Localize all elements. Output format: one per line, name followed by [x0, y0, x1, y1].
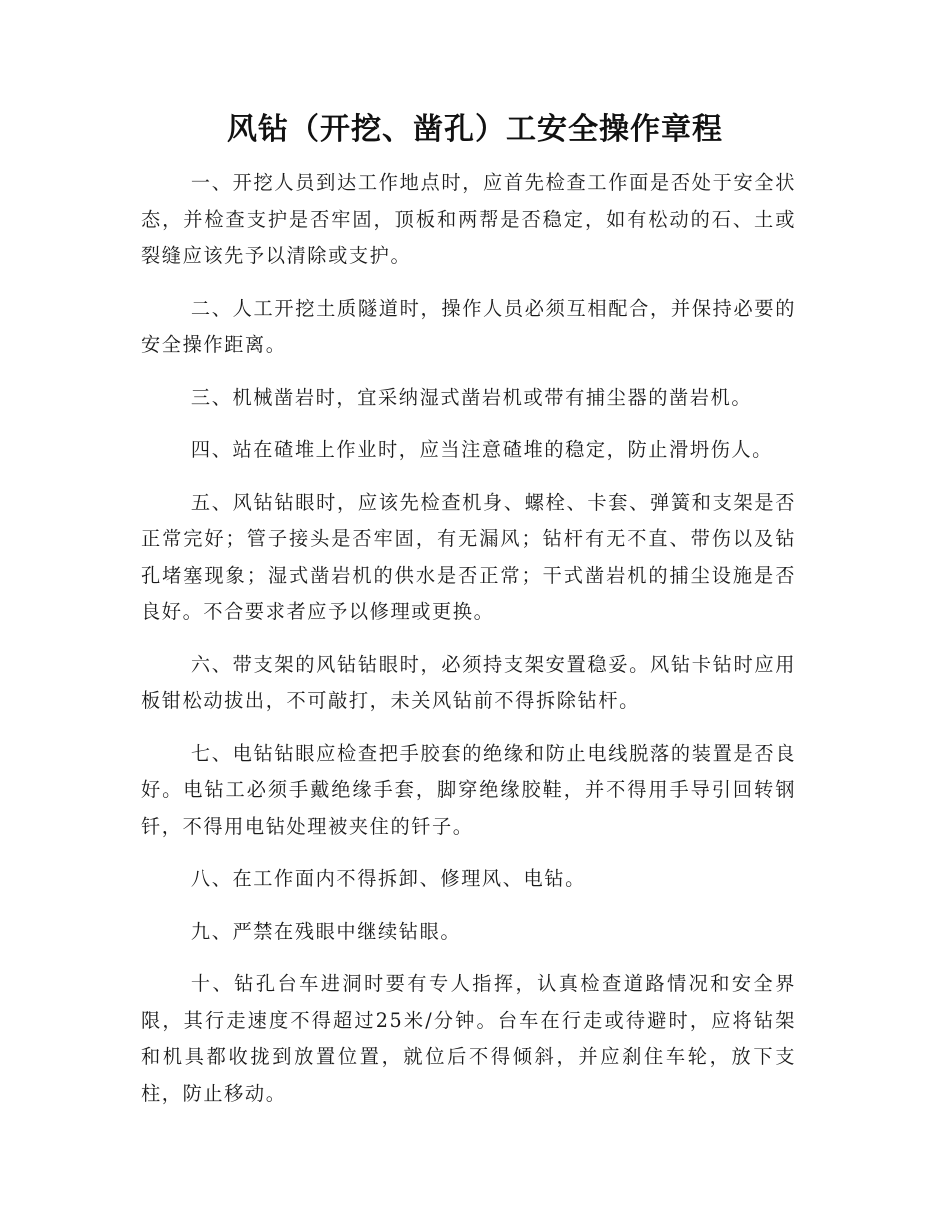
paragraph-7: 七、电钻钻眼应检查把手胶套的绝缘和防止电线脱落的装置是否良好。电钻工必须手戴绝缘手套，脚穿绝缘胶鞋，并不得用手导引回转钢钎，不得用电钻处理被夹住的钎子。: [141, 741, 796, 838]
document-body: [141, 165, 796, 1128]
paragraph-8: 八、在工作面内不得拆卸、修理风、电钻。: [190, 867, 586, 890]
paragraph-2: 二、人工开挖土质隧道时，操作人员必须互相配合，并保持必要的安全操作距离。: [141, 296, 796, 356]
paragraph-6: 六、带支架的风钻钻眼时，必须持支架安置稳妥。风钻卡钻时应用板钳松动拔出，不可敲打，未关风钻前不得拆除钻杆。: [141, 652, 796, 712]
paragraph-9: 九、严禁在残眼中继续钻眼。: [190, 919, 462, 943]
paragraph-4: 四、站在碴堆上作业时，应当注意碴堆的稳定，防止滑坍伤人。: [190, 438, 773, 461]
document-title: 风钻（开挖、凿孔）工安全操作章程: [227, 112, 723, 147]
paragraph-1: 一、开挖人员到达工作地点时，应首先检查工作面是否处于安全状态，并检查支护是否牢固，顶板和两帮是否稳定，如有松动的石、土或裂缝应该先予以清除或支护。: [141, 171, 796, 267]
paragraph-10: 十、钻孔台车进洞时要有专人指挥，认真检查道路情况和安全界限，其行走速度不得超过25米/分钟。台车在行走或待避时，应将钻架和机具都收拢到放置位置，就位后不得倾斜，并应刹住车轮，放下支柱，防止移动。: [141, 972, 796, 1105]
paragraph-3: 三、机械凿岩时，宜采纳湿式凿岩机或带有捕尘器的凿岩机。: [190, 385, 753, 409]
paragraph-5: 五、风钻钻眼时，应该先检查机身、螺栓、卡套、弹簧和支架是否正常完好；管子接头是否牢固，有无漏风；钻杆有无不直、带伤以及钻孔堵塞现象；湿式凿岩机的供水是否正常；干式凿岩机的捕尘设施是否良好。不合要求者应予以修理或更换。: [141, 490, 796, 623]
